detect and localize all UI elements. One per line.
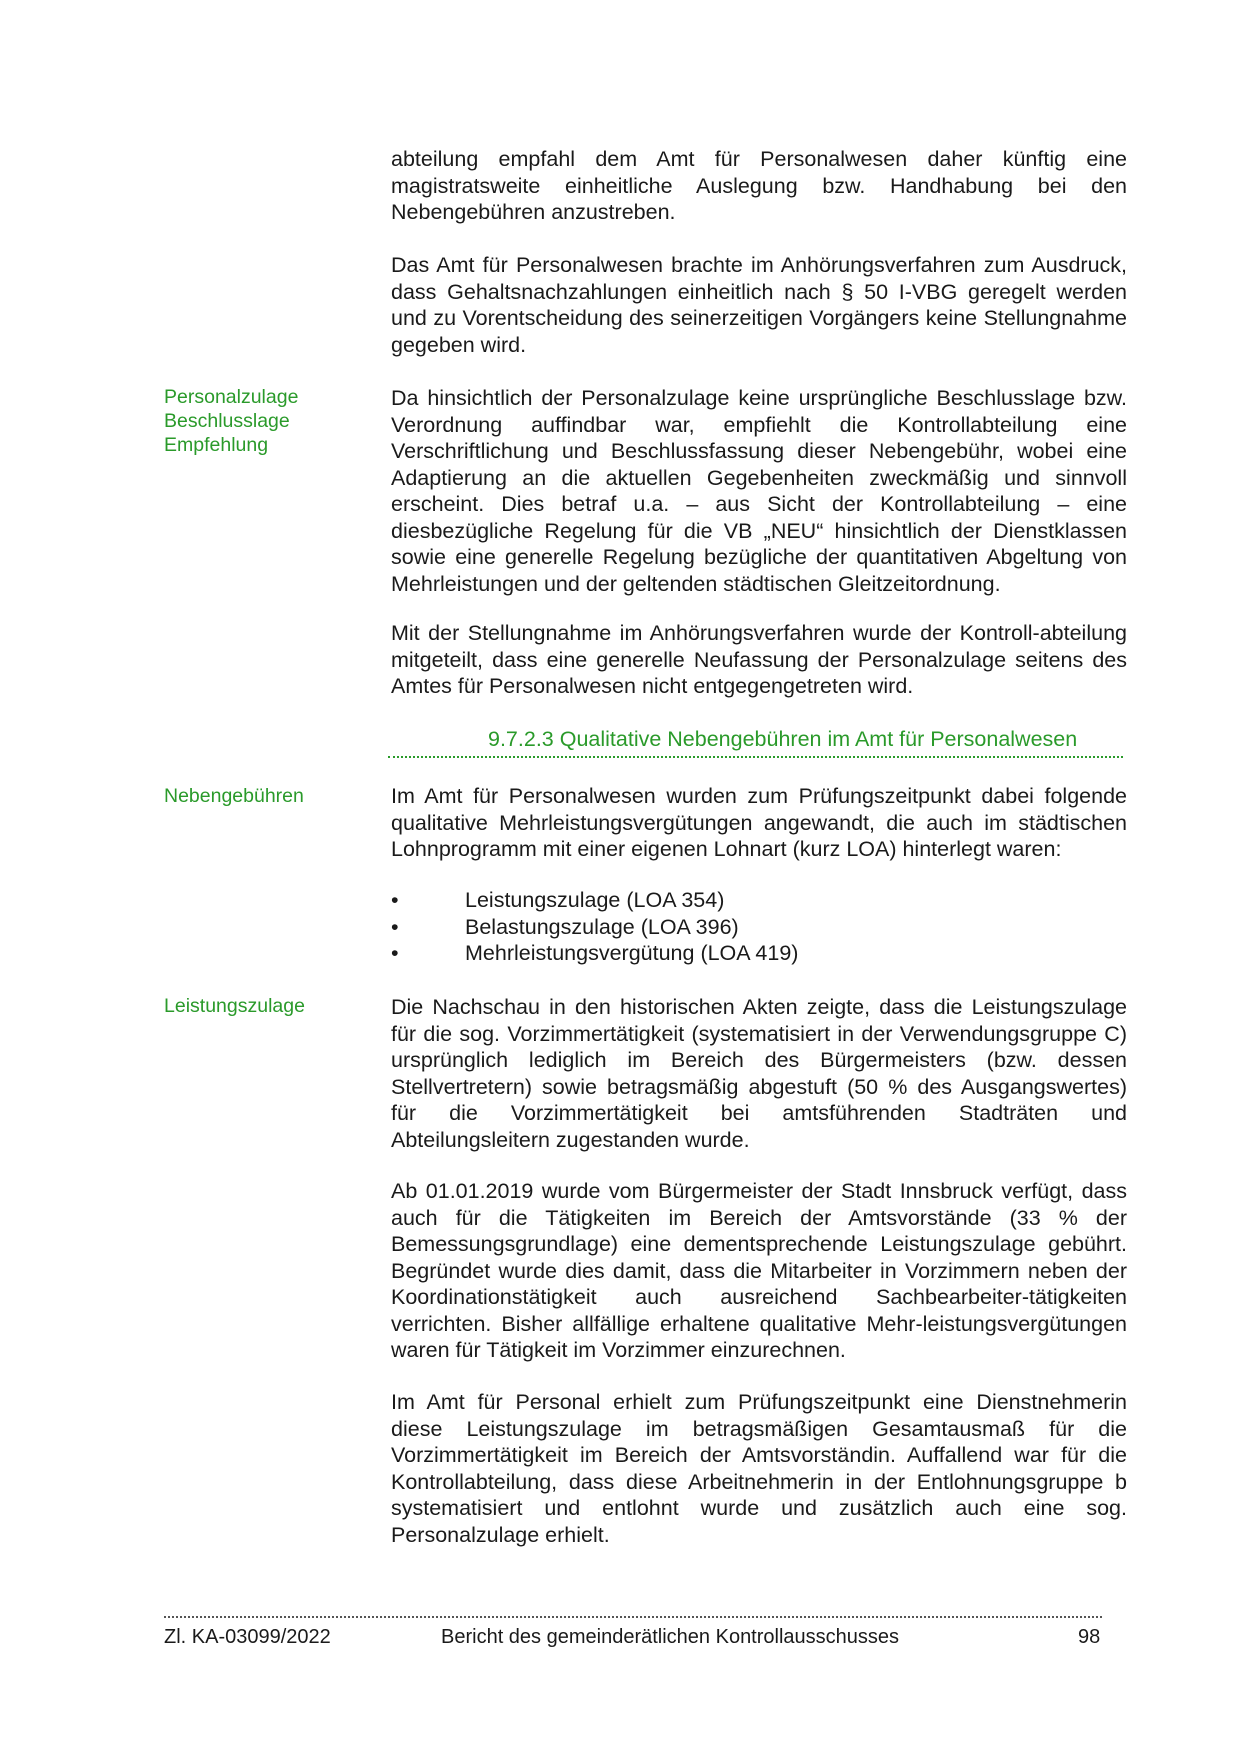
- paragraph-6: [391, 994, 1127, 1153]
- bullet-icon: •: [391, 888, 399, 912]
- bullet-item: [391, 940, 1127, 967]
- margin-note-line: Nebengebühren: [164, 785, 304, 807]
- paragraph-text: abteilung empfahl dem Amt für Personalwesen daher künftig eine magistratsweite einheitliche Auslegung bzw. Handhabung bei den Nebengebühren anzustreben.: [391, 147, 1127, 224]
- paragraph-text: Mit der Stellungnahme im Anhörungsverfahren wurde der Kontroll-abteilung mitgeteilt, dass eine generelle Neufassung der Personalzulage seitens des Amtes für Personalwesen nicht entgegengetreten wird.: [391, 621, 1127, 698]
- section-heading: [388, 724, 1123, 758]
- paragraph-2: [391, 252, 1127, 358]
- margin-note-leistungszulage: [164, 994, 354, 1018]
- paragraph-text: Die Nachschau in den historischen Akten zeigte, dass die Leistungszulage für die sog. Vorzimmertätigkeit (systematisiert in der Verwendungsgruppe C) ursprünglich lediglich im Bereich des Bürgermeisters (bzw. dessen Stellvertretern) sowie betragsmäßig abgestuft (50 % des Ausgangswertes) für die Vorzimmertätigkeit bei amtsführenden Stadträten und Abteilungsleitern zugestanden wurde.: [391, 995, 1127, 1152]
- paragraph-1: [391, 146, 1127, 226]
- paragraph-3: [391, 385, 1127, 597]
- margin-note-line: Leistungszulage: [164, 995, 305, 1017]
- bullet-item: [391, 914, 1127, 941]
- paragraph-text: Im Amt für Personalwesen wurden zum Prüfungszeitpunkt dabei folgende qualitative Mehrleistungsvergütungen angewandt, die auch im städtischen Lohnprogramm mit einer eigenen Lohnart (kurz LOA) hinterlegt waren:: [391, 784, 1127, 861]
- margin-note-line: Empfehlung: [164, 434, 269, 456]
- margin-note-nebengebuehren: [164, 784, 354, 808]
- paragraph-text: Das Amt für Personalwesen brachte im Anhörungsverfahren zum Ausdruck, dass Gehaltsnachzahlungen einheitlich nach § 50 I-VBG geregelt werden und zu Vorentscheidung des seinerzeitigen Vorgängers keine Stellungnahme gegeben wird.: [391, 253, 1127, 357]
- bullet-icon: •: [391, 941, 399, 965]
- bullet-text: Leistungszulage (LOA 354): [465, 888, 725, 912]
- page-number: 98: [1078, 1626, 1101, 1648]
- bullet-text: Mehrleistungsvergütung (LOA 419): [465, 941, 799, 965]
- bullet-icon: •: [391, 914, 399, 939]
- paragraph-8: [391, 1389, 1127, 1548]
- footer-title: Bericht des gemeinderätlichen Kontrollausschusses: [441, 1626, 900, 1648]
- paragraph-7: [391, 1178, 1127, 1364]
- bullet-text: Belastungszulage (LOA 396): [465, 914, 739, 939]
- footer-reference: Zl. KA-03099/2022: [164, 1626, 331, 1648]
- margin-note-line: Personalzulage: [164, 386, 299, 408]
- paragraph-4: [391, 620, 1127, 700]
- bullet-list: [391, 887, 1127, 967]
- bullet-item: [391, 887, 1127, 914]
- footer-divider: [164, 1616, 1102, 1618]
- paragraph-text: Da hinsichtlich der Personalzulage keine ursprüngliche Beschlusslage bzw. Verordnung auffindbar war, empfiehlt die Kontrollabteilung eine Verschriftlichung und Beschlussfassung dieser Nebengebühr, wobei eine Adaptierung an die aktuellen Gegebenheiten zweckmäßig und sinnvoll erscheint. Dies betraf u.a. – aus Sicht der Kontrollabteilung – eine diesbezügliche Regelung für die VB „NEU“ hinsichtlich der Dienstklassen sowie eine generelle Regelung bezügliche der quantitativen Abgeltung von Mehrleistungen und der geltenden städtischen Gleitzeitordnung.: [391, 386, 1127, 596]
- margin-note-personalzulage: [164, 385, 354, 457]
- paragraph-text: Ab 01.01.2019 wurde vom Bürgermeister der Stadt Innsbruck verfügt, dass auch für die Tätigkeiten im Bereich der Amtsvorstände (33 % der Bemessungsgrundlage) eine dementsprechende Leistungszulage gebührt. Begründet wurde dies damit, dass die Mitarbeiter in Vorzimmern neben der Koordinationstätigkeit auch ausreichend Sachbearbeiter-tätigkeiten verrichten. Bisher allfällige erhaltene qualitative Mehr-leistungsvergütungen waren für Tätigkeit im Vorzimmer einzurechnen.: [391, 1179, 1127, 1362]
- paragraph-5: [391, 783, 1127, 863]
- section-heading-text: 9.7.2.3 Qualitative Nebengebühren im Amt für Personalwesen: [488, 727, 1078, 751]
- margin-note-line: Beschlusslage: [164, 410, 290, 432]
- paragraph-text: Im Amt für Personal erhielt zum Prüfungszeitpunkt eine Dienstnehmerin diese Leistungszulage im betragsmäßigen Gesamtausmaß für die Vorzimmertätigkeit im Bereich der Amtsvorständin. Auffallend war für die Kontrollabteilung, dass diese Arbeitnehmerin in der Entlohnungsgruppe b systematisiert und entlohnt wurde und zusätzlich auch eine sog. Personalzulage erhielt.: [391, 1390, 1127, 1547]
